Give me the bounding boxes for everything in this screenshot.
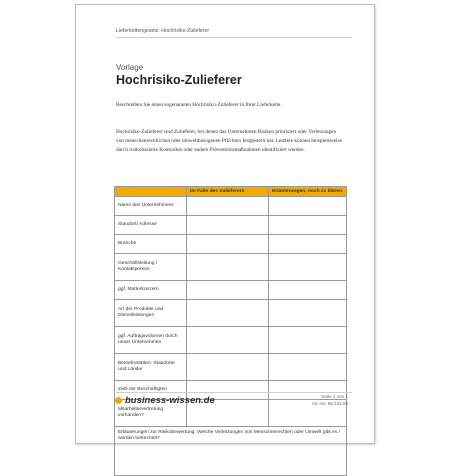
risk-assessment-cell[interactable]: Erläuterungen zur Risikobewertung: Welche Verletzungen von Menschenrechten oder Umwelt gibt es / werden befürchtet? xyxy=(115,427,347,476)
definition-paragraph: Hochrisiko-Zulieferer sind Zulieferer, bei denen das Unternehmen Risiken priorisiert oder Verletzungen von menschenrechtlichen oder umweltbezogenen Pflichten festgestellt hat. Letztere können beispielsweise durch risikobasierte Kontrollen oder andere Präventionsmaßnahmen identifiziert werden. xyxy=(116,129,342,153)
table-row xyxy=(115,300,347,327)
brand-logo: business-wissen.de xyxy=(125,395,215,406)
table-row xyxy=(115,197,347,216)
notes-cell[interactable] xyxy=(269,300,347,327)
row-label: Standort/ Adresse xyxy=(115,216,187,235)
notes-cell[interactable] xyxy=(269,235,347,254)
notes-cell[interactable] xyxy=(269,327,347,354)
document-title: Hochrisiko-Zulieferer xyxy=(116,73,242,87)
row-label: Betriebsstätten: Standorte und Länder xyxy=(115,354,187,381)
header-cell-supplier: Im Falle des Zulieferers xyxy=(187,187,269,197)
supplier-value-cell[interactable] xyxy=(187,354,269,381)
intro-paragraph: Beschreiben Sie einen sogenannten Hochrisiko-Zulieferer in Ihrer Lieferkette. xyxy=(116,102,282,108)
header-divider xyxy=(116,37,352,38)
table-row xyxy=(115,235,347,254)
header-cell-notes: Erläuterungen, noch zu klären xyxy=(269,187,347,197)
supplier-value-cell[interactable] xyxy=(187,235,269,254)
article-number: Art.-Nr. 99.243.00 xyxy=(311,401,348,406)
table-header-row xyxy=(115,187,347,197)
table-row xyxy=(115,254,347,281)
supplier-value-cell[interactable] xyxy=(187,281,269,300)
footer-divider xyxy=(116,392,352,393)
supplier-form-table xyxy=(114,186,347,476)
notes-cell[interactable] xyxy=(269,197,347,216)
row-label: Geschäftsleitung / Kontaktperson xyxy=(115,254,187,281)
brand-dot-icon xyxy=(115,397,122,404)
running-header: Lieferkettengesetz: Hochrisiko-Zulieferer xyxy=(116,28,210,34)
supplier-value-cell[interactable] xyxy=(187,216,269,235)
supplier-value-cell[interactable] xyxy=(187,197,269,216)
row-label: Branche xyxy=(115,235,187,254)
row-label: Zahl der Beschäftigten xyxy=(115,381,187,400)
row-label: Name des Unternehmens xyxy=(115,197,187,216)
supplier-value-cell[interactable] xyxy=(187,300,269,327)
notes-cell[interactable] xyxy=(269,281,347,300)
row-label: ggf. Mutterkonzern xyxy=(115,281,187,300)
table-row xyxy=(115,281,347,300)
table-footer-row xyxy=(115,427,347,476)
notes-cell[interactable] xyxy=(269,216,347,235)
supplier-value-cell[interactable] xyxy=(187,327,269,354)
table-row xyxy=(115,327,347,354)
table-row xyxy=(115,354,347,381)
row-label: Mitarbeitervertretung vorhanden? xyxy=(115,400,187,427)
notes-cell[interactable] xyxy=(269,354,347,381)
notes-cell[interactable] xyxy=(269,254,347,281)
table-row xyxy=(115,216,347,235)
document-label: Vorlage xyxy=(116,63,144,72)
row-label: Art der Produkte und Dienstleistungen xyxy=(115,300,187,327)
row-label: ggf. Auftragsvolumen durch unser Unternehmen xyxy=(115,327,187,354)
supplier-value-cell[interactable] xyxy=(187,254,269,281)
header-cell-label xyxy=(115,187,187,197)
page-number: Seite 1 von 1 xyxy=(321,394,348,399)
document-page xyxy=(75,4,375,444)
